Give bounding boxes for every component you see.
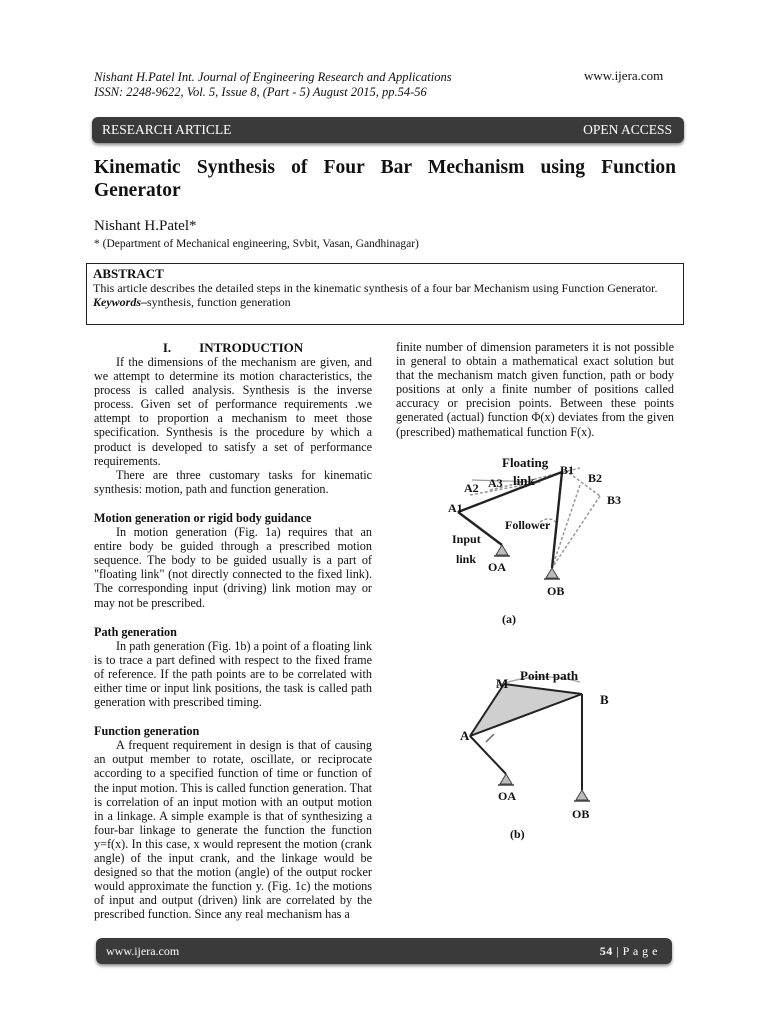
input-link-label: link xyxy=(456,552,477,566)
floating-label: Floating xyxy=(502,455,549,470)
keywords-line xyxy=(93,295,677,309)
follower-label: Follower xyxy=(505,518,551,532)
abstract-heading: ABSTRACT xyxy=(93,266,164,281)
label-b2: B2 xyxy=(588,471,603,485)
footer-website: www.ijera.com xyxy=(106,944,180,958)
function-heading: Function generation xyxy=(94,724,200,739)
keywords-label: Keywords xyxy=(93,295,141,309)
figure-a-caption: (a) xyxy=(502,612,516,626)
label-ob: OB xyxy=(547,584,565,598)
header-website: www.ijera.com xyxy=(584,68,664,83)
motion-heading: Motion generation or rigid body guidance xyxy=(94,510,312,525)
point-path-label: Point path xyxy=(520,668,579,683)
function-paragraph: A frequent requirement in design is that of causing an output member to rotate, oscillate, or reciprocate according to a specified function of time or function of the input motion. This is called function generation. That is correlation of an input motion with an output motion in a linkage. A simple example is that of synthesizing a four-bar linkage to generate the function the function y=f(x). In this case, x would represent the motion (crank angle) of the input crank, and the linkage would be designed so that the motion (angle) of the output rocker would approximate the function y. (Fig. 1c) the motions of input and output (driven) link are correlated by the prescribed function. Since any real mechanism has a xyxy=(94,738,372,922)
research-article-label: RESEARCH ARTICLE xyxy=(102,122,232,137)
left-column xyxy=(94,340,372,921)
motion-paragraph: In motion generation (Fig. 1a) requires that an entire body be guided through a prescribed motion sequence. The body to be guided usually is a part of "floating link" (not directly connected to the fixed link). The corresponding input (driving) link motion may or may not be prescribed. xyxy=(94,525,372,610)
intro-paragraph-1: If the dimensions of the mechanism are given, and we attempt to determine its motion characteristics, the process is called analysis. Synthesis is the inverse process. Given set of performance requirements .we attempt to proportion a mechanism to meet those specification. Synthesis is the procedure by which a product is developed to satisfy a set of performance requirements. xyxy=(94,355,372,468)
keywords-text: synthesis, function generation xyxy=(147,295,291,309)
article-type-banner xyxy=(92,117,684,143)
page-label: | P a g e xyxy=(612,944,658,958)
floating-link-label: link xyxy=(513,473,535,488)
abstract-text: This article describes the detailed steps in the kinematic synthesis of a four bar Mechanism using Function Generator. xyxy=(93,281,658,295)
figure-b-caption: (b) xyxy=(510,827,525,841)
journal-line: Nishant H.Patel Int. Journal of Engineering Research and Applications xyxy=(94,70,452,84)
input-label: Input xyxy=(452,532,481,546)
label-a: A xyxy=(460,728,470,743)
label-oa-b: OA xyxy=(498,789,516,803)
label-oa: OA xyxy=(488,560,506,574)
page-footer xyxy=(96,938,672,964)
label-b1: B1 xyxy=(560,463,575,477)
figure-1a-floating-link-diagram xyxy=(440,450,640,630)
paper-title: Kinematic Synthesis of Four Bar Mechanism using Function Generator xyxy=(94,157,676,201)
intro-paragraph-2: There are three customary tasks for kinematic synthesis: motion, path and function generation. xyxy=(94,467,372,496)
label-a3: A3 xyxy=(488,476,503,490)
path-paragraph: In path generation (Fig. 1b) a point of a floating link is to trace a part defined with respect to the fixed frame of reference. If the path points are to be correlated with either time or input link positions, the task is called path generation with prescribed timing. xyxy=(94,638,372,710)
label-b: B xyxy=(600,692,609,707)
keywords-separator: – xyxy=(141,295,147,309)
issn-line: ISSN: 2248-9622, Vol. 5, Issue 8, (Part - 5) August 2015, pp.54-56 xyxy=(94,85,427,99)
label-ob-b: OB xyxy=(572,807,590,821)
affiliation: * (Department of Mechanical engineering, Svbit, Vasan, Gandhinagar) xyxy=(94,238,419,250)
page-number xyxy=(600,944,658,959)
label-a1: A1 xyxy=(448,501,463,515)
intro-heading-number: I. xyxy=(162,340,172,355)
label-m: M xyxy=(496,676,509,691)
open-access-label: OPEN ACCESS xyxy=(583,122,672,137)
figure-1b-point-path-diagram xyxy=(448,660,638,850)
intro-heading xyxy=(94,340,372,355)
page-number-value: 54 xyxy=(599,944,613,958)
author-name: Nishant H.Patel* xyxy=(94,218,197,234)
path-heading: Path generation xyxy=(94,624,177,639)
label-a2: A2 xyxy=(464,481,479,495)
intro-heading-text: INTRODUCTION xyxy=(199,340,304,355)
abstract-box xyxy=(86,263,684,325)
right-column-text: finite number of dimension parameters it is not possible in general to obtain a mathematical exact solution but that the mechanism match given function, path or body positions at only a finite number of positions called accuracy or precision points. Between these points generated (actual) function Φ(x) deviates from the given (prescribed) mathematical function F(x). xyxy=(396,340,674,439)
label-b3: B3 xyxy=(607,493,622,507)
